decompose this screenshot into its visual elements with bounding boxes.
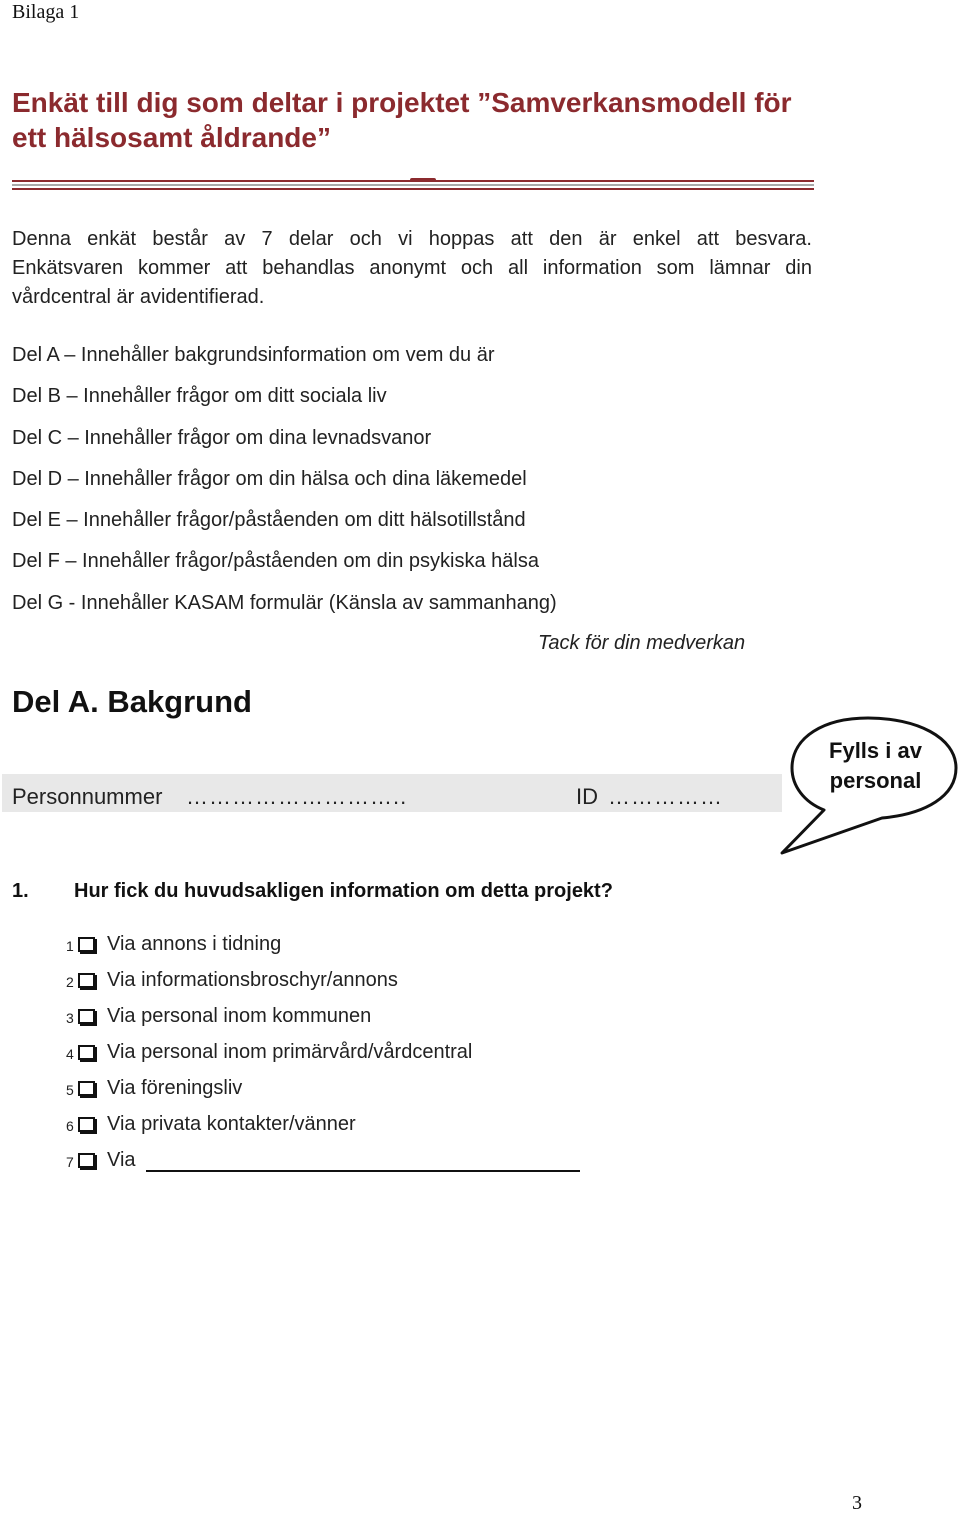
option-number: 3 [66, 1010, 74, 1026]
option-number: 4 [66, 1046, 74, 1062]
option-label: Via föreningsliv [107, 1076, 243, 1099]
personnummer-label: Personnummer [12, 784, 163, 809]
option-item [66, 1070, 580, 1106]
intro-line-3: vårdcentral är avidentifierad. [12, 286, 265, 308]
title-divider [12, 180, 814, 192]
part-item-b: Del B – Innehåller frågor om ditt sociala liv [12, 385, 387, 408]
option-number: 7 [66, 1154, 74, 1170]
option-number: 5 [66, 1082, 74, 1098]
checkbox-icon[interactable] [78, 937, 95, 952]
title-line-1: Enkät till dig som deltar i projektet ”Samverkansmodell för [12, 87, 792, 118]
option-label: Via privata kontakter/vänner [107, 1112, 356, 1135]
option-number: 6 [66, 1118, 74, 1134]
option-item [66, 1106, 580, 1142]
part-item-e: Del E – Innehåller frågor/påståenden om ditt hälsotillstånd [12, 509, 526, 532]
intro-paragraph [12, 225, 812, 312]
thanks-note: Tack för din medverkan [538, 632, 746, 654]
section-title: Del A. Bakgrund [12, 684, 252, 719]
part-item-f: Del F – Innehåller frågor/påståenden om din psykiska hälsa [12, 550, 539, 573]
personnummer-field[interactable]: ……………………….. [186, 784, 408, 809]
option-item [66, 998, 580, 1034]
question-text: Hur fick du huvudsakligen information om detta projekt? [74, 880, 613, 902]
survey-parts-list [12, 340, 557, 629]
page-number: 3 [852, 1492, 862, 1514]
staff-only-note [808, 736, 943, 796]
question-1 [12, 880, 613, 903]
question-number: 1. [12, 880, 29, 902]
option-label: Via personal inom primärvård/vårdcentral [107, 1040, 473, 1063]
option-label: Via informationsbroschyr/annons [107, 968, 398, 991]
checkbox-icon[interactable] [78, 1153, 95, 1168]
bubble-line-1: Fylls i av [829, 738, 922, 763]
part-item-d: Del D – Innehåller frågor om din hälsa och dina läkemedel [12, 467, 527, 490]
title-line-2: ett hälsosamt åldrande” [12, 122, 331, 153]
id-field[interactable]: …………… [608, 784, 723, 809]
option-number: 1 [66, 938, 74, 954]
checkbox-icon[interactable] [78, 1045, 95, 1060]
intro-line-1: Denna enkät består av 7 delar och vi hoppas att den är enkel att besvara. [12, 228, 812, 250]
intro-line-2: Enkätsvaren kommer att behandlas anonymt och all information som lämnar din [12, 257, 812, 279]
option-item [66, 926, 580, 962]
question-1-options [66, 926, 580, 1178]
option-label: Via personal inom kommunen [107, 1004, 372, 1027]
option-label: Via annons i tidning [107, 932, 282, 955]
part-item-c: Del C – Innehåller frågor om dina levnadsvanor [12, 426, 432, 449]
other-answer-line[interactable] [146, 1148, 580, 1172]
document-title [12, 85, 912, 155]
checkbox-icon[interactable] [78, 1081, 95, 1096]
option-item [66, 962, 580, 998]
checkbox-icon[interactable] [78, 1009, 95, 1024]
option-number: 2 [66, 974, 74, 990]
part-item-g: Del G - Innehåller KASAM formulär (Känsla av sammanhang) [12, 591, 557, 614]
appendix-label: Bilaga 1 [12, 1, 80, 23]
option-item [66, 1142, 580, 1178]
option-label: Via [107, 1148, 136, 1171]
checkbox-icon[interactable] [78, 973, 95, 988]
id-label: ID [576, 784, 598, 809]
part-item-a: Del A – Innehåller bakgrundsinformation om vem du är [12, 344, 495, 366]
option-item [66, 1034, 580, 1070]
bubble-line-2: personal [829, 768, 922, 793]
checkbox-icon[interactable] [78, 1117, 95, 1132]
